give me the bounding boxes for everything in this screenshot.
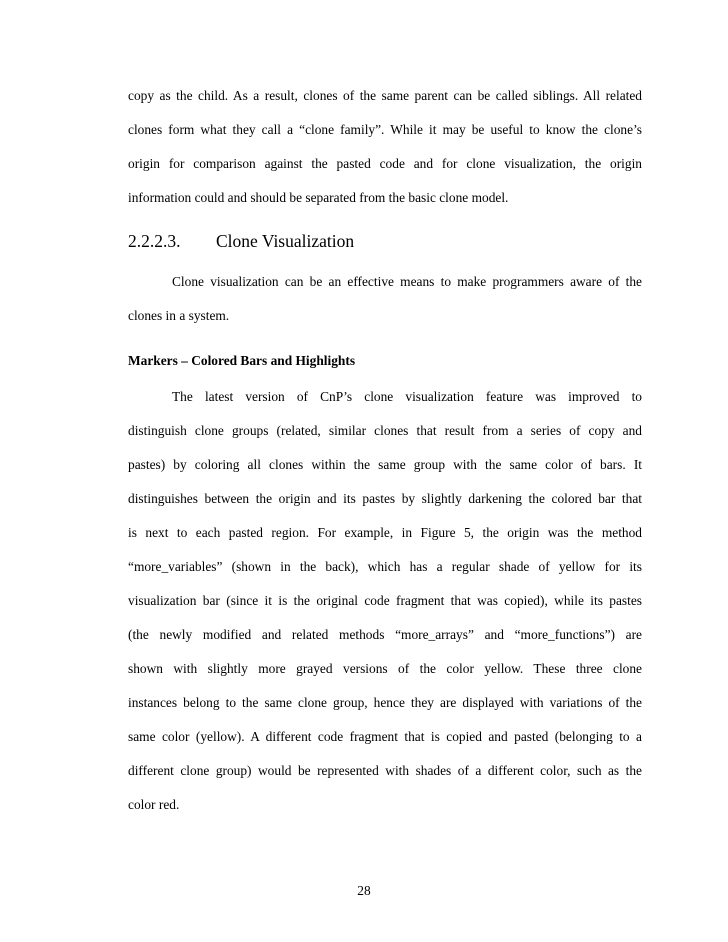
- subsection-heading: Markers – Colored Bars and Highlights: [128, 353, 356, 368]
- body-line: clones in a system.: [128, 308, 230, 323]
- body-line: The latest version of CnP’s clone visualization feature was improved to: [172, 389, 642, 404]
- body-line: shown with slightly more grayed versions of the color yellow. These three clone: [128, 661, 642, 676]
- body-line: (the newly modified and related methods “more_arrays” and “more_functions”) are: [128, 627, 642, 642]
- body-line: same color (yellow). A different code fragment that is copied and pasted (belonging to a: [128, 729, 642, 744]
- section-number: 2.2.2.3.: [128, 231, 181, 251]
- body-line: clones form what they call a “clone family”. While it may be useful to know the clone’s: [128, 122, 642, 137]
- body-line: visualization bar (since it is the original code fragment that was copied), while its pastes: [128, 593, 642, 608]
- section-heading: [128, 230, 354, 252]
- body-line: different clone group) would be represented with shades of a different color, such as the: [128, 763, 642, 778]
- body-line: instances belong to the same clone group, hence they are displayed with variations of the: [128, 695, 642, 710]
- body-line: copy as the child. As a result, clones of the same parent can be called siblings. All related: [128, 88, 642, 103]
- body-line: “more_variables” (shown in the back), which has a regular shade of yellow for its: [128, 559, 642, 574]
- body-line: Clone visualization can be an effective means to make programmers aware of the: [172, 274, 642, 289]
- body-line: color red.: [128, 797, 180, 812]
- page-number: 28: [357, 883, 371, 898]
- body-line: pastes) by coloring all clones within the same group with the same color of bars. It: [128, 457, 642, 472]
- body-line: is next to each pasted region. For example, in Figure 5, the origin was the method: [128, 525, 642, 540]
- body-line: distinguish clone groups (related, similar clones that result from a series of copy and: [128, 423, 642, 438]
- body-line: origin for comparison against the pasted code and for clone visualization, the origin: [128, 156, 642, 171]
- body-line: distinguishes between the origin and its pastes by slightly darkening the colored bar that: [128, 491, 642, 506]
- body-line: information could and should be separated from the basic clone model.: [128, 190, 509, 205]
- section-title: Clone Visualization: [216, 231, 355, 251]
